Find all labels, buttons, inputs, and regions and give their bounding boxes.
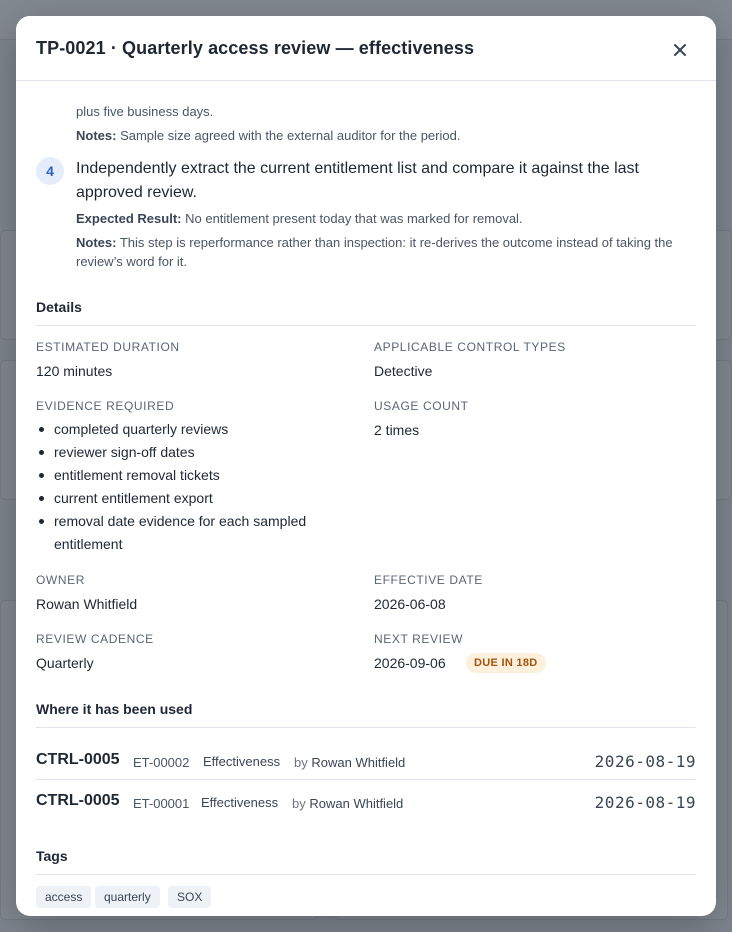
evidence-item: reviewer sign-off dates [36, 441, 336, 464]
step-3-cut-line: plus five business days. [76, 104, 214, 119]
usage-control-id[interactable]: CTRL-0005 [36, 792, 120, 809]
tag-sox[interactable]: SOX [168, 886, 211, 908]
tags-divider [36, 874, 696, 875]
close-button[interactable] [668, 38, 692, 62]
performer-name: Rowan Whitfield [309, 796, 404, 811]
effective-date-value: 2026-06-08 [374, 596, 446, 612]
details-divider [36, 325, 696, 326]
notes-label: Notes: [76, 128, 117, 143]
usage-performed-by [294, 755, 405, 770]
step-3-cut-text [76, 81, 696, 83]
estimated-duration-label: ESTIMATED DURATION [36, 340, 180, 354]
next-review-value: 2026-09-06 [374, 655, 446, 671]
tags-section-title: Tags [36, 848, 68, 864]
usage-count-label: USAGE COUNT [374, 399, 469, 413]
usage-section-title: Where it has been used [36, 701, 193, 717]
notes-text: This step is reperformance rather than inspection: it re-derives the outcome instead of taking the review’s word for it. [76, 235, 673, 269]
usage-test-id: ET-00001 [133, 796, 190, 811]
usage-row[interactable] [36, 740, 696, 780]
estimated-duration-value: 120 minutes [36, 363, 113, 379]
expected-result-text: No entitlement present today that was marked for removal. [185, 211, 523, 226]
usage-performed-by [292, 796, 403, 811]
usage-test-type: Effectiveness [201, 795, 279, 810]
evidence-list [36, 418, 336, 556]
owner-label: OWNER [36, 573, 85, 587]
usage-date: 2026-08-19 [594, 793, 696, 812]
tag-quarterly[interactable]: quarterly [95, 886, 160, 908]
step-4-title: Independently extract the current entitlement list and compare it against the last approved review. [76, 160, 639, 201]
usage-test-id: ET-00002 [133, 755, 190, 770]
step-number-badge: 4 [36, 157, 64, 185]
modal-header [16, 16, 716, 81]
evidence-item: removal date evidence for each sampled entitlement [36, 510, 336, 556]
review-cadence-label: REVIEW CADENCE [36, 632, 154, 646]
review-cadence-value: Quarterly [36, 655, 94, 671]
step-3-notes [76, 126, 696, 145]
by-label: by [294, 755, 308, 770]
evidence-item: entitlement removal tickets [36, 464, 336, 487]
usage-divider [36, 727, 696, 728]
due-status-badge: DUE IN 18D [466, 653, 546, 673]
evidence-item: current entitlement export [36, 487, 336, 510]
modal-title: TP-0021 · Quarterly access review — effectiveness [36, 38, 475, 58]
evidence-item: completed quarterly reviews [36, 418, 336, 441]
step-4-notes [76, 233, 696, 271]
details-section-title: Details [36, 299, 82, 315]
owner-value: Rowan Whitfield [36, 596, 138, 612]
usage-date: 2026-08-19 [594, 752, 696, 771]
performer-name: Rowan Whitfield [311, 755, 406, 770]
usage-test-type: Effectiveness [203, 754, 281, 769]
by-label: by [292, 796, 306, 811]
expected-result-label: Expected Result: [76, 211, 182, 226]
close-icon [668, 38, 692, 62]
modal-body[interactable] [16, 81, 716, 916]
usage-count-value: 2 times [374, 422, 420, 438]
usage-control-id[interactable]: CTRL-0005 [36, 751, 120, 768]
control-types-label: APPLICABLE CONTROL TYPES [374, 340, 566, 354]
control-types-value: Detective [374, 363, 433, 379]
tag-access[interactable]: access [36, 886, 91, 908]
test-procedure-modal [16, 16, 716, 916]
usage-row[interactable] [36, 781, 696, 821]
notes-label: Notes: [76, 235, 117, 250]
evidence-required-label: EVIDENCE REQUIRED [36, 399, 175, 413]
next-review-label: NEXT REVIEW [374, 632, 464, 646]
notes-text: Sample size agreed with the external auditor for the period. [120, 128, 461, 143]
step-4-expected-result [76, 209, 696, 228]
effective-date-label: EFFECTIVE DATE [374, 573, 483, 587]
